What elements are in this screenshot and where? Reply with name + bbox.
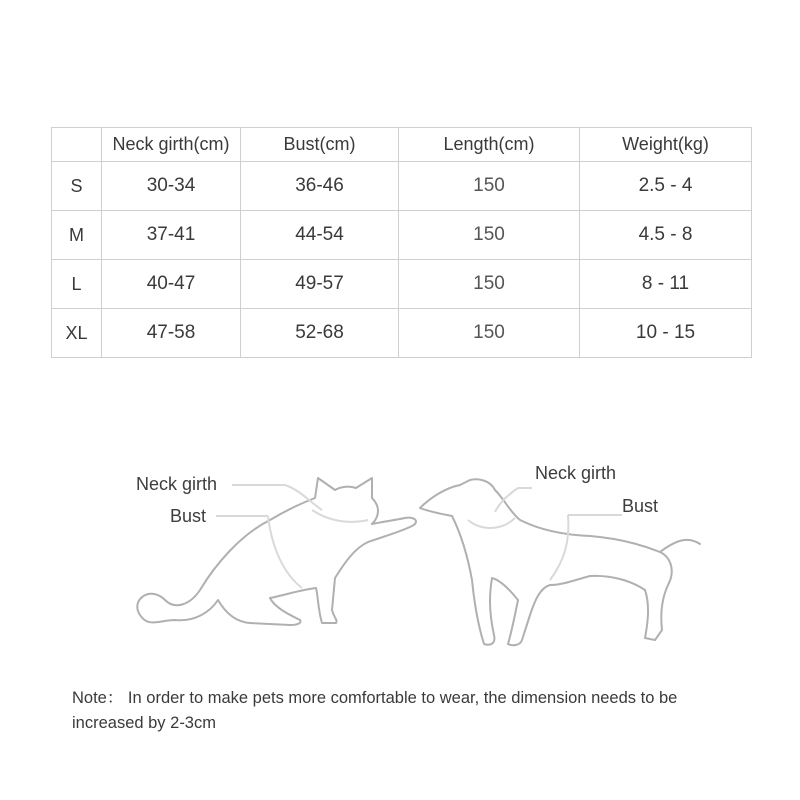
dog-measure-lines [468, 488, 622, 580]
table-header-row [52, 128, 752, 162]
header-length: Length(cm) [399, 128, 580, 162]
length-cell: 150 [399, 162, 580, 211]
table-row [52, 162, 752, 211]
weight-cell: 2.5 - 4 [580, 162, 752, 211]
dog-neck-girth-label: Neck girth [535, 463, 617, 483]
size-cell: S [52, 162, 102, 211]
header-weight: Weight(kg) [580, 128, 752, 162]
header-size [52, 128, 102, 162]
size-cell: XL [52, 309, 102, 358]
bust-cell: 44-54 [241, 211, 399, 260]
pet-outline-illustration [0, 440, 800, 670]
dog-neck-measure-line [468, 518, 515, 528]
dog-bust-label: Bust [622, 496, 659, 516]
neck-cell: 47-58 [102, 309, 241, 358]
weight-cell: 4.5 - 8 [580, 211, 752, 260]
cat-neck-girth-label: Neck girth [136, 474, 218, 494]
bust-cell: 36-46 [241, 162, 399, 211]
cat-bust-label: Bust [170, 506, 207, 526]
neck-cell: 37-41 [102, 211, 241, 260]
length-cell: 150 [399, 211, 580, 260]
weight-cell: 8 - 11 [580, 260, 752, 309]
bust-cell: 52-68 [241, 309, 399, 358]
length-cell: 150 [399, 260, 580, 309]
size-cell: M [52, 211, 102, 260]
bust-cell: 49-57 [241, 260, 399, 309]
neck-cell: 40-47 [102, 260, 241, 309]
cat-bust-measure-line [268, 516, 302, 588]
length-cell: 150 [399, 309, 580, 358]
table-row [52, 211, 752, 260]
header-neck-girth: Neck girth(cm) [102, 128, 241, 162]
size-chart-table [51, 127, 752, 358]
weight-cell: 10 - 15 [580, 309, 752, 358]
neck-cell: 30-34 [102, 162, 241, 211]
cat-measure-lines [216, 485, 368, 588]
dog-bust-measure-line [550, 515, 568, 580]
table-row [52, 260, 752, 309]
measurement-diagram [0, 440, 800, 670]
dog-neck-leader-line [495, 488, 532, 512]
note-text: Note： In order to make pets more comfortable to wear, the dimension needs to be increased by 2-3cm [72, 689, 678, 732]
header-bust: Bust(cm) [241, 128, 399, 162]
cat-neck-measure-line [312, 510, 368, 522]
size-cell: L [52, 260, 102, 309]
table-row [52, 309, 752, 358]
cat-neck-leader-line [232, 485, 322, 510]
